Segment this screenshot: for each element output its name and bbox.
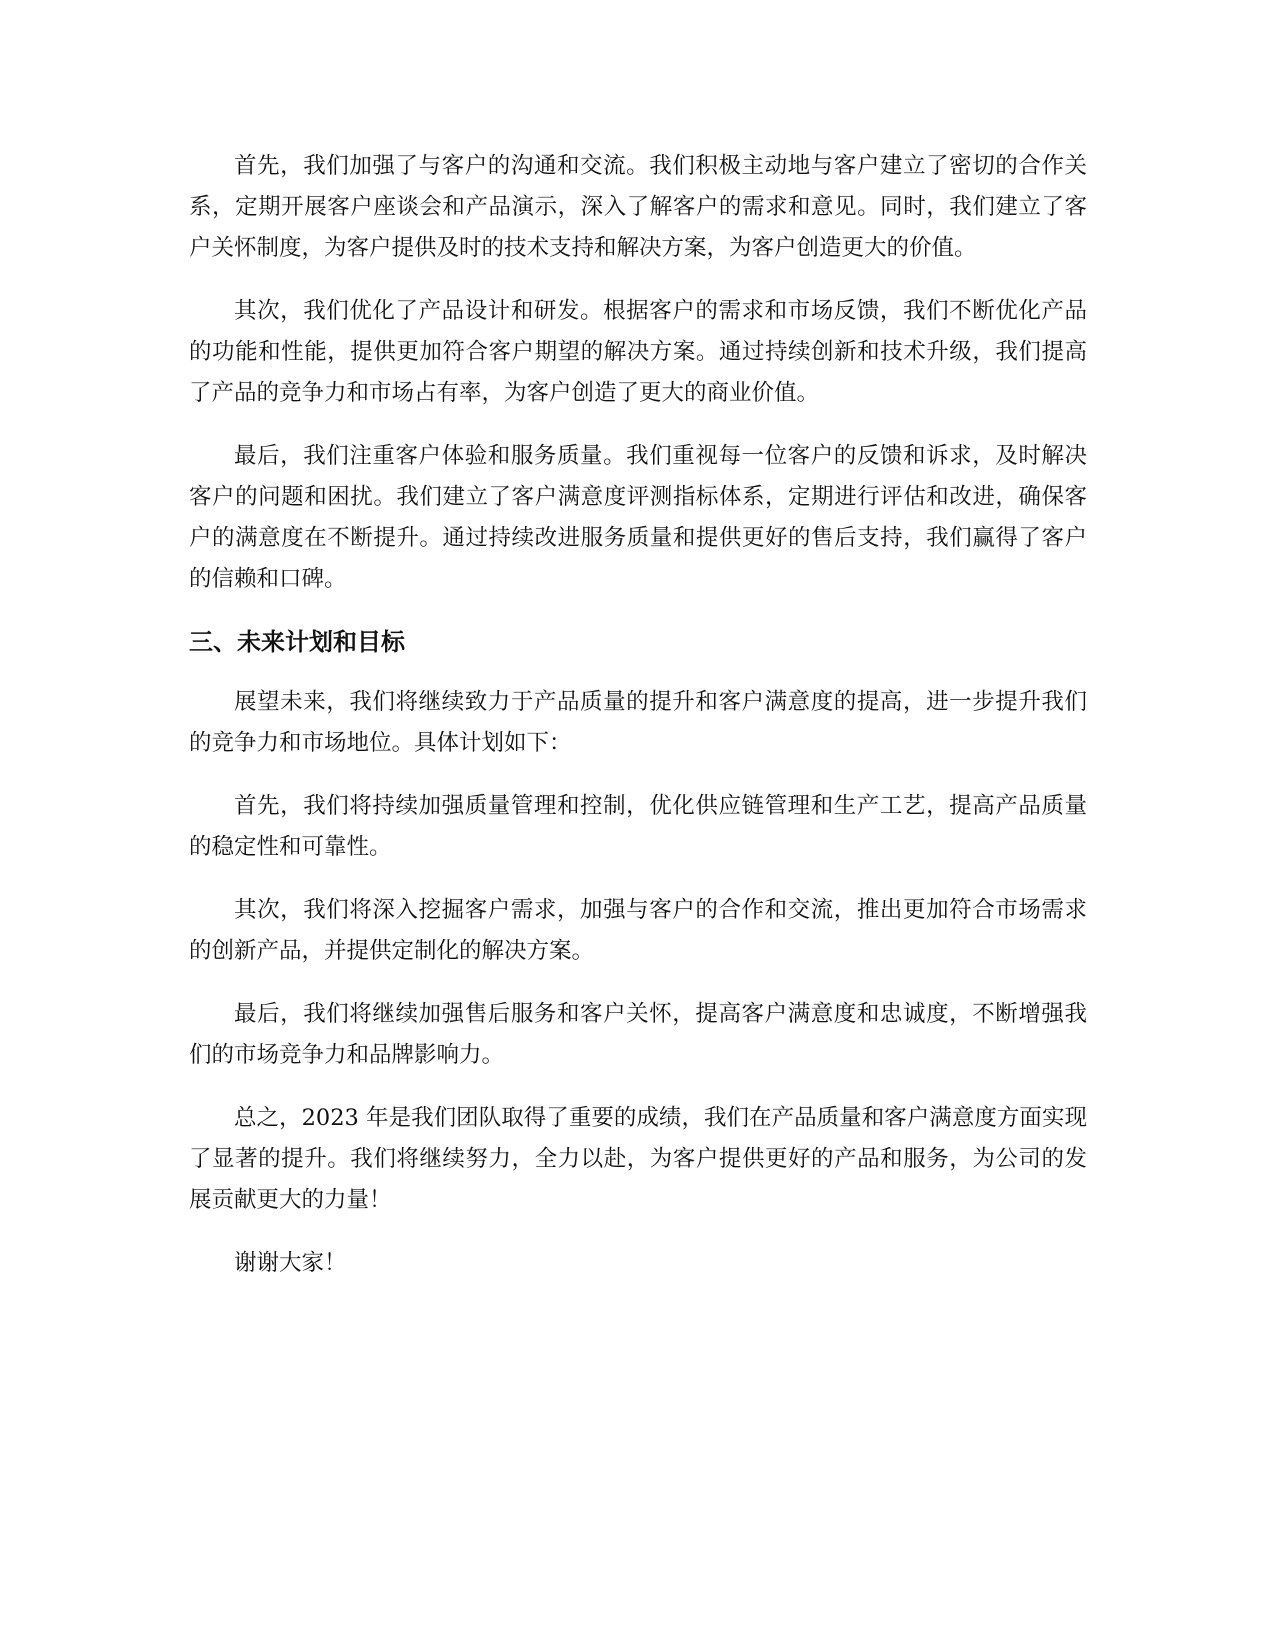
document-body (189, 146, 1087, 1306)
paragraph-customer-experience: 最后，我们注重客户体验和服务质量。我们重视每一位客户的反馈和诉求，及时解决客户的问题和困扰。我们建立了客户满意度评测指标体系，定期进行评估和改进，确保客户的满意度在不断提升。通过持续改进服务质量和提供更好的售后支持，我们赢得了客户的信赖和口碑。 (189, 443, 1087, 592)
paragraph-thanks: 谢谢大家！ (234, 1250, 347, 1276)
section-heading: 三、未来计划和目标 (189, 628, 405, 656)
paragraph-plan-quality: 首先，我们将持续加强质量管理和控制，优化供应链管理和生产工艺，提高产品质量的稳定性和可靠性。 (189, 793, 1087, 860)
paragraph-customer-communication: 首先，我们加强了与客户的沟通和交流。我们积极主动地与客户建立了密切的合作关系，定期开展客户座谈会和产品演示，深入了解客户的需求和意见。同时，我们建立了客户关怀制度，为客户提供及时的技术支持和解决方案，为客户创造更大的价值。 (189, 153, 1087, 261)
paragraph-plan-after-sales: 最后，我们将继续加强售后服务和客户关怀，提高客户满意度和忠诚度，不断增强我们的市场竞争力和品牌影响力。 (189, 1001, 1087, 1068)
paragraph-outlook: 展望未来，我们将继续致力于产品质量的提升和客户满意度的提高，进一步提升我们的竞争力和市场地位。具体计划如下： (189, 689, 1087, 756)
paragraph-summary: 总之，2023 年是我们团队取得了重要的成绩，我们在产品质量和客户满意度方面实现了显著的提升。我们将继续努力，全力以赴，为客户提供更好的产品和服务，为公司的发展贡献更大的力量！ (189, 1105, 1087, 1213)
paragraph-product-design: 其次，我们优化了产品设计和研发。根据客户的需求和市场反馈，我们不断优化产品的功能和性能，提供更加符合客户期望的解决方案。通过持续创新和技术升级，我们提高了产品的竞争力和市场占有率，为客户创造了更大的商业价值。 (189, 298, 1087, 406)
paragraph-plan-customer-needs: 其次，我们将深入挖掘客户需求，加强与客户的合作和交流，推出更加符合市场需求的创新产品，并提供定制化的解决方案。 (189, 897, 1087, 964)
